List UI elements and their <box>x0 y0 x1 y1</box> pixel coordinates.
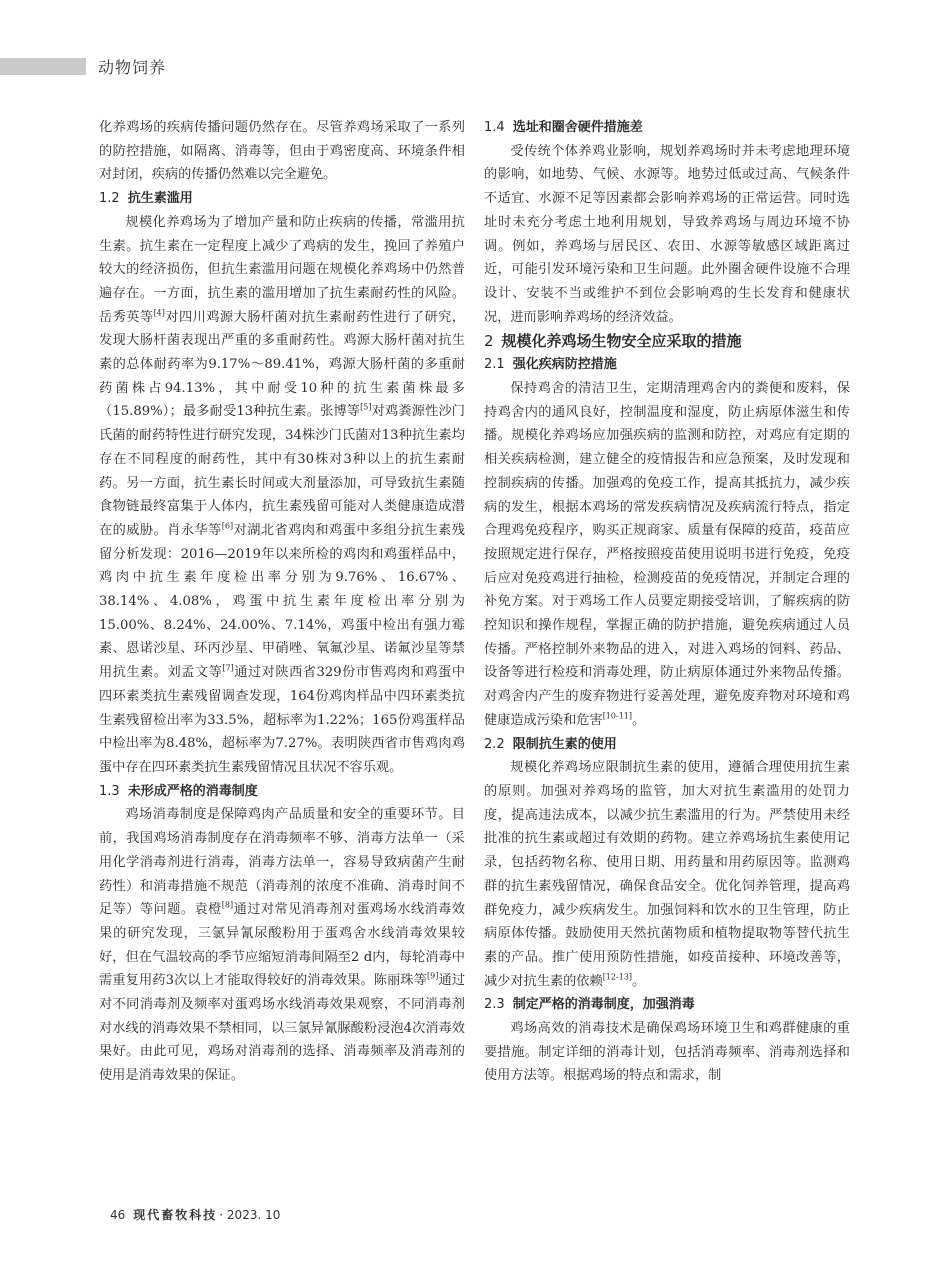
citation: [9] <box>427 971 439 981</box>
page-number: 46 <box>110 1208 126 1222</box>
citation: [12-13] <box>602 972 632 982</box>
journal-name: 现代畜牧科技 <box>133 1208 218 1222</box>
page-footer <box>110 1206 280 1223</box>
subsection-heading: 1.3 未形成严格的消毒制度 <box>99 783 258 799</box>
header-bar <box>0 58 86 75</box>
subsection-heading: 2.3 制定严格的消毒制度，加强消毒 <box>484 997 695 1013</box>
paragraph: 鸡场高效的消毒技术是确保鸡场环境卫生和鸡群健康的重要措施。制定详细的消毒计划，包括消毒频率、消毒剂选择和使用方法等。根据鸡场的特点和需求，制 <box>484 1021 850 1084</box>
citation: [6] <box>221 521 234 531</box>
paragraph: 受传统个体养鸡业影响，规划养鸡场时并未考虑地理环境的影响，如地势、气候、水源等。地势过低或过高、气候条件不适宜、水源不足等因素都会影响养鸡场的正常运营。同时选址时未充分考虑土地利用规划，导致养鸡场与周边环境不协调。例如，养鸡场与居民区、农田、水源等敏感区域距离过近，可能引发环境污染和卫生问题。此外圈舍硬件设施不合理设计、安装不当或维护不到位会影响鸡的生长发育和健康状况，进而影响养鸡场的经济效益。 <box>484 143 850 325</box>
subsection-heading: 1.2 抗生素滥用 <box>99 191 193 207</box>
citation: [8] <box>221 900 234 910</box>
section-heading: 2 规模化养鸡场生物安全应采取的措施 <box>484 332 742 351</box>
section-title: 动物饲养 <box>98 58 167 77</box>
issue-label: · 2023. 10 <box>219 1208 281 1222</box>
citation: [10-11] <box>602 711 632 721</box>
citation: [5] <box>360 403 372 413</box>
paragraph: 规模化养鸡场为了增加产量和防止疾病的传播，常滥用抗生素。抗生素在一定程度上减少了鸡病的发生，挽回了养殖户较大的经济损伤，但抗生素滥用问题在规模化养鸡场中仍然普遍存在。一方面，抗生素的滥用增加了抗生素耐药性的风险。岳秀英等[4]对四川鸡源大肠杆菌对抗生素耐药性进行了研究，发现大肠杆菌表现出严重的多重耐药性。鸡源大肠杆菌对抗生素的总体耐药率为9.17%～89.41%，鸡源大肠杆菌的多重耐药菌株占94.13%，其中耐受10种的抗生素菌株最多（15.89%）；最多耐受13种抗生素。张博等[5]对鸡粪源性沙门氏菌的耐药特性进行研究发现，34株沙门氏菌对13种抗生素均存在不同程度的耐药性，其中有30株对3种以上的抗生素耐药。另一方面，抗生素长时间或大剂量添加，可导致抗生素随食物链最终富集于人体内，抗生素残留可能对人类健康造成潜在的威胁。肖永华等[6]对湖北省鸡肉和鸡蛋中多组分抗生素残留分析发现：2016—2019年以来所检的鸡肉和鸡蛋样品中，鸡肉中抗生素年度检出率分别为9.76%、16.67%、38.14%、4.08%，鸡蛋中抗生素年度检出率分别为15.00%、8.24%、24.00%、7.14%，鸡蛋中检出有强力霉素、恩诺沙星、环丙沙星、甲硝唑、氧氟沙星、诺氟沙星等禁用抗生素。刘孟文等[7]通过对陕西省329份市售鸡肉和鸡蛋中四环素类抗生素残留调查发现，164份鸡肉样品中四环素类抗生素残留检出率为33.5%，超标率为1.22%；165份鸡蛋样品中检出率为8.48%，超标率为7.27%。表明陕西省市售鸡肉鸡蛋中存在四环素类抗生素残留情况且状况不容乐观。 <box>99 214 466 775</box>
citation: [4] <box>153 308 165 318</box>
subsection-heading: 1.4 选址和圈舍硬件措施差 <box>484 120 643 135</box>
right-column <box>484 116 850 1088</box>
paragraph: 鸡场消毒制度是保障鸡肉产品质量和安全的重要环节。目前，我国鸡场消毒制度存在消毒频率不够、消毒方法单一（采用化学消毒剂进行消毒，消毒方法单一，容易导致病菌产生耐药性）和消毒措施不规范（消毒剂的浓度不准确、消毒时间不足等）等问题。袁橙[8]通过对常见消毒剂对蛋鸡场水线消毒效果的研究发现，三氯异氰尿酸粉用于蛋鸡舍水线消毒效果较好，但在气温较高的季节应缩短消毒间隔至2 d内，每轮消毒中需重复用药3次以上才能取得较好的消毒效果。陈丽珠等[9]通过对不同消毒剂及频率对蛋鸡场水线消毒效果观察，不同消毒剂对水线的消毒效果不禁相同，以三氯异氰脲酸粉浸泡4次消毒效果好。由此可见，鸡场对消毒剂的选择、消毒频率及消毒剂的使用是消毒效果的保证。 <box>99 807 466 1084</box>
left-column <box>99 116 465 1088</box>
paragraph: 保持鸡舍的清洁卫生，定期清理鸡舍内的粪便和废料，保持鸡舍内的通风良好，控制温度和湿度，防止病原体滋生和传播。规模化养鸡场应加强疾病的监测和防控，对鸡应有定期的相关疾病检测，建立健全的疫情报告和应急预案，及时发现和控制疾病的传播。加强鸡的免疫工作，提高其抵抗力，减少疾病的发生，根据本鸡场的常发疾病情况及疾病流行特点，指定合理鸡免疫程序，购买正规商家、质量有保障的疫苗，疫苗应按照规定进行保存，严格按照疫苗使用说明书进行免疫，免疫后应对免疫鸡进行抽检，检测疫苗的免疫情况，并制定合理的补免方案。对于鸡场工作人员要定期接受培训，了解疾病的防控知识和操作规程，掌握正确的防护措施，避免疾病通过人员传播。严格控制外来物品的进入，对进入鸡场的饲料、药品、设备等进行检疫和消毒处理，防止病原体通过外来物品传播。对鸡舍内产生的废弃物进行妥善处理，避免废弃物对环境和鸡健康造成污染和危害[10-11]。 <box>484 381 850 728</box>
paragraph: 化养鸡场的疾病传播问题仍然存在。尽管养鸡场采取了一系列的防控措施，如隔离、消毒等，但由于鸡密度高、环境条件相对封闭，疾病的传播仍然难以完全避免。 <box>99 120 465 183</box>
citation: [7] <box>222 663 234 673</box>
paragraph: 规模化养鸡场应限制抗生素的使用，遵循合理使用抗生素的原则。加强对养鸡场的监管，加大对抗生素滥用的处罚力度，提高违法成本，以减少抗生素滥用的行为。严禁使用未经批准的抗生素或超过有效期的药物。建立养鸡场抗生素使用记录，包括药物名称、使用日期、用药量和用药原因等。监测鸡群的抗生素残留情况，确保食品安全。优化饲养管理，提高鸡群免疫力，减少疾病发生。加强饲料和饮水的卫生管理，防止病原体传播。鼓励使用天然抗菌物质和植物提取物等替代抗生素的产品。推广使用预防性措施，如疫苗接种、环境改善等，减少对抗生素的依赖[12-13]。 <box>484 760 850 989</box>
subsection-heading: 2.1 强化疾病防控措施 <box>484 357 617 373</box>
subsection-heading: 2.2 限制抗生素的使用 <box>484 736 617 752</box>
